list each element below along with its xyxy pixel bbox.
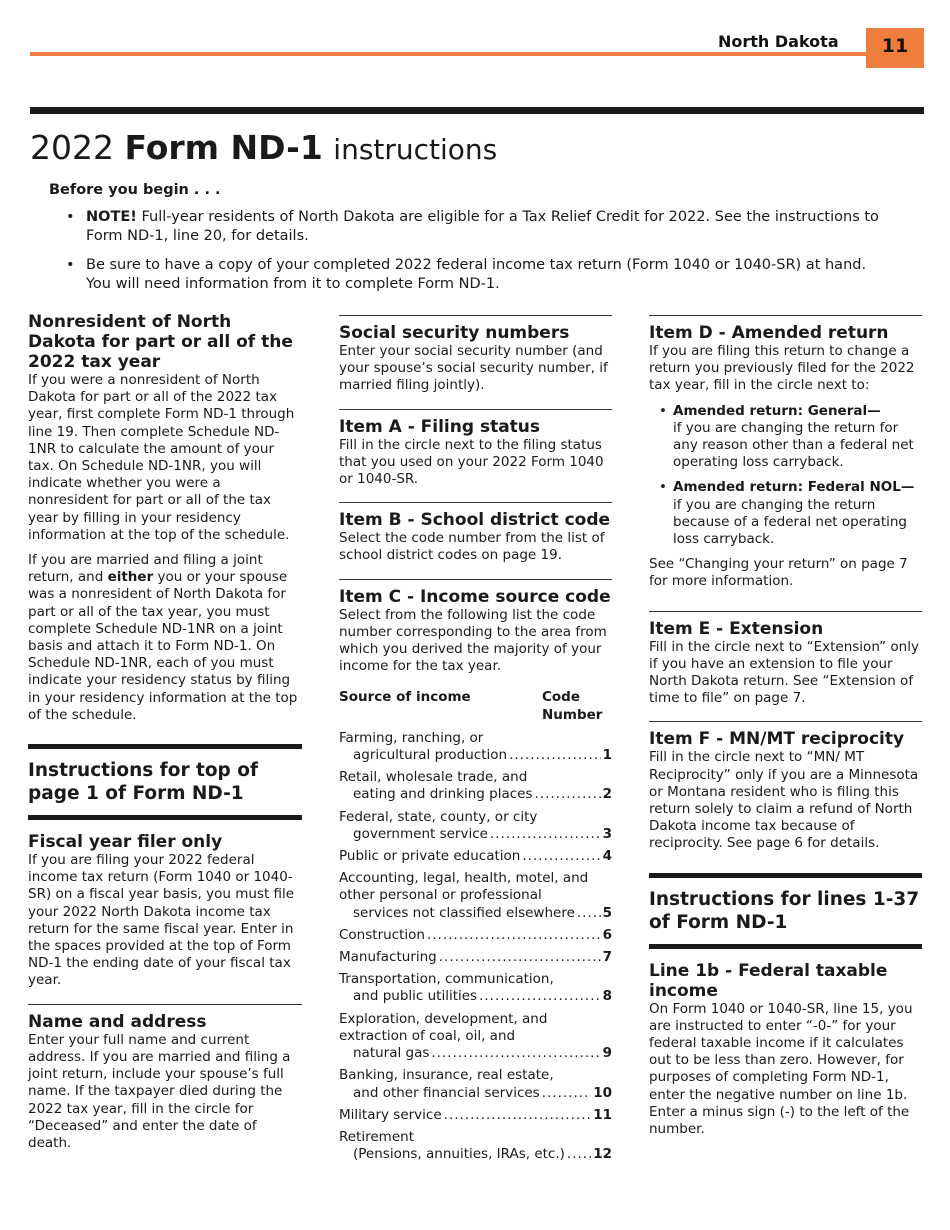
income-row-first-line: Retail, wholesale trade, and [339, 769, 528, 786]
nonresident-text-2 [28, 552, 302, 724]
item-b-text: Select the code number from the list of school district codes on page 19. [339, 530, 605, 564]
income-rows [339, 730, 612, 1163]
income-row [339, 1011, 612, 1063]
income-row-entry [339, 1045, 612, 1062]
income-row-entry [339, 1107, 612, 1124]
state-label: North Dakota [718, 32, 839, 51]
line-1b-heading: Line 1b - Federal taxable income [649, 960, 888, 1001]
dot-leader [444, 1107, 592, 1124]
income-row-entry [339, 949, 612, 966]
title-year: 2022 [30, 128, 114, 167]
name-section [28, 1004, 302, 1152]
income-row [339, 1129, 612, 1163]
income-source-label: eating and drinking places [353, 786, 533, 803]
amended-options [649, 403, 922, 549]
income-row-entry [339, 927, 612, 944]
nonresident-text-2a: If you are married and filing a joint return, and [28, 552, 263, 586]
item-b-heading: Item B - School district code [339, 510, 611, 531]
income-table-header [339, 689, 612, 723]
income-code-table [339, 689, 612, 1163]
income-row [339, 870, 612, 922]
top-section [28, 744, 302, 805]
column-right [649, 312, 922, 1138]
nonresident-heading: Nonresident of North Dakota for part or all of the 2022 tax year [28, 312, 293, 372]
income-row [339, 848, 612, 865]
income-row-first-line: Federal, state, county, or city [339, 808, 538, 825]
amended-nol-item [649, 479, 922, 548]
income-source-label: government service [353, 825, 488, 842]
title-form: Form ND-1 [124, 128, 323, 167]
item-b-section [339, 502, 612, 564]
item-e-heading: Item E - Extension [649, 618, 824, 639]
income-code-number: 11 [593, 1106, 612, 1123]
intro-copy-item: • Be sure to have a copy of your completed 2022 federal income tax return (Form 1040 or 1040-SR) at hand. You will need information from it to complete Form ND-1. [66, 256, 886, 294]
note-text: Full-year residents of North Dakota are eligible for a Tax Relief Credit for 2022. See the instructions to Form ND-1, line 20, for details. [86, 209, 879, 244]
item-d-text: If you are filing this return to change a return you previously filed for the 2022 tax year, fill in the circle next to: [649, 343, 915, 394]
dot-leader [577, 905, 601, 922]
income-row [339, 1067, 612, 1101]
item-a-heading: Item A - Filing status [339, 416, 541, 437]
fiscal-heading: Fiscal year filer only [28, 832, 223, 853]
fiscal-section [28, 815, 302, 990]
income-row [339, 730, 612, 764]
income-source-label: Manufacturing [339, 949, 437, 966]
ssn-text: Enter your social security number (and your spouse’s social security number, if married filing jointly). [339, 343, 608, 394]
item-c-section [339, 579, 612, 1164]
income-row-entry [339, 1085, 612, 1102]
item-e-section [649, 611, 922, 708]
intro-bullets [66, 208, 886, 304]
item-d-heading: Item D - Amended return [649, 323, 889, 343]
ssn-section [339, 315, 612, 395]
amended-nol-label: Amended return: Federal NOL— [673, 479, 915, 496]
nonresident-text-2b: you or your spouse was a nonresident of North Dakota for part or all of the tax year, you must complete Schedule ND-1NR on a joint basis and attach it to Form ND-1. On Schedule ND-1NR, each of you must indicate your residency status by filing in your residency information at the top of the schedule. [28, 569, 298, 723]
item-c-text: Select from the following list the code number corresponding to the area from which you derived the majority of your income for the tax year. [339, 606, 607, 675]
income-code-number: 12 [593, 1146, 612, 1163]
income-row-first-line: Farming, ranching, or [339, 729, 484, 746]
dot-leader [479, 988, 601, 1005]
dot-leader [522, 848, 600, 865]
income-row-entry [339, 747, 612, 764]
before-you-begin: Before you begin . . . [49, 182, 221, 198]
top-instructions-heading: Instructions for top of page 1 of Form ND-1 [28, 760, 259, 805]
income-row-entry [339, 826, 612, 843]
amended-general-text: if you are changing the return for any reason other than a federal net operating loss carryback. [673, 419, 914, 471]
lines-heading: Instructions for lines 1-37 of Form ND-1 [649, 888, 920, 933]
title-rule [30, 107, 924, 114]
page-title [30, 128, 497, 167]
dot-leader [490, 826, 601, 843]
amended-general-label: Amended return: General— [673, 402, 881, 419]
income-row-entry [339, 848, 612, 865]
dot-leader [509, 747, 601, 764]
income-source-label: Public or private education [339, 848, 521, 865]
dot-leader [431, 1045, 600, 1062]
income-code-number: 6 [602, 926, 612, 943]
income-row [339, 769, 612, 803]
income-code-number: 2 [602, 786, 612, 803]
income-row-entry [339, 786, 612, 803]
line-1b-section [649, 944, 922, 1139]
income-row-first-line: Transportation, communication, [339, 971, 554, 988]
income-source-label: (Pensions, annuities, IRAs, etc.) [353, 1146, 565, 1163]
income-row-first-line: Exploration, development, and extraction of coal, oil, and [339, 1010, 548, 1044]
income-row-entry [339, 1146, 612, 1163]
income-row [339, 927, 612, 944]
intro-note-item [66, 208, 886, 246]
item-d-section [649, 315, 922, 591]
income-code-number: 1 [602, 747, 612, 764]
item-c-heading: Item C - Income source code [339, 586, 611, 607]
income-source-label: Military service [339, 1106, 442, 1123]
dot-leader [567, 1146, 591, 1163]
nonresident-either: either [107, 569, 154, 586]
income-row-first-line: Accounting, legal, health, motel, and other personal or professional [339, 870, 589, 904]
page-number-badge: 11 [866, 28, 924, 68]
code-column-header: Code Number [542, 689, 603, 723]
income-row-first-line: Retirement [339, 1128, 414, 1145]
income-row-first-line: Banking, insurance, real estate, [339, 1067, 554, 1084]
column-left [28, 312, 302, 1152]
item-d-see-text: See “Changing your return” on page 7 for more information. [649, 556, 908, 590]
source-column-header: Source of income [339, 689, 471, 706]
amended-general-item [649, 403, 922, 472]
income-source-label: and public utilities [353, 988, 478, 1005]
lines-section [649, 873, 922, 934]
name-text: Enter your full name and current address. If you are married and filing a joint return, include your spouse’s full name. If the taxpayer died during the 2022 tax year, fill in the circle for “Deceased” and enter the date of death. [28, 1031, 291, 1151]
income-source-label: and other financial services [353, 1084, 540, 1101]
item-e-text: Fill in the circle next to “Extension” only if you have an extension to file your North Dakota return. See “Extension of time to file” on page 7. [649, 638, 919, 707]
income-row [339, 971, 612, 1005]
dot-leader [542, 1085, 591, 1102]
item-a-section [339, 409, 612, 489]
income-source-label: services not classified elsewhere [353, 904, 575, 921]
nonresident-text-1: If you were a nonresident of North Dakota for part or all of the 2022 tax year, first complete Form ND-1 through line 19. Then complete Schedule ND-1NR to calculate the amount of your tax. On Schedule ND-1NR, you will indicate whether you were a nonresident for part or all of the tax year by filling in your residency information at the top of the schedule. [28, 372, 295, 543]
fiscal-text: If you are filing your 2022 federal income tax return (Form 1040 or 1040-SR) on a fiscal year basis, you must file your 2022 North Dakota income tax return for the same fiscal year. Enter in the spaces provided at the top of Form ND-1 the ending date of your fiscal tax year. [28, 852, 295, 989]
income-source-label: Construction [339, 926, 425, 943]
item-f-section [649, 721, 922, 852]
item-a-text: Fill in the circle next to the filing status that you used on your 2022 Form 1040 or 1040-SR. [339, 436, 604, 488]
income-code-number: 10 [593, 1084, 612, 1101]
dot-leader [535, 786, 601, 803]
income-code-number: 9 [602, 1045, 612, 1062]
income-code-number: 4 [602, 848, 612, 865]
income-row-entry [339, 988, 612, 1005]
income-row-entry [339, 905, 612, 922]
income-source-label: agricultural production [353, 747, 508, 764]
income-row [339, 949, 612, 966]
title-rest: instructions [333, 133, 498, 166]
column-middle [339, 312, 612, 1168]
note-label: NOTE! [86, 209, 137, 225]
income-code-number: 7 [602, 949, 612, 966]
line-1b-text: On Form 1040 or 1040-SR, line 15, you are instructed to enter “-0-” for your federal taxable income if it calculates out to be less than zero. However, for purposes of completing Form ND-1, enter the negative number on line 1b. Enter a minus sign (-) to the left of the number. [649, 1000, 913, 1138]
ssn-heading: Social security numbers [339, 323, 570, 343]
income-row [339, 1107, 612, 1124]
item-f-heading: Item F - MN/MT reciprocity [649, 729, 905, 750]
income-code-number: 3 [602, 825, 612, 842]
item-f-text: Fill in the circle next to “MN/ MT Reciprocity” only if you are a Minnesota or Montana resident who is filing this return solely to claim a refund of North Dakota income tax because of reciprocity. See page 6 for details. [649, 749, 919, 852]
income-code-number: 5 [602, 904, 612, 921]
income-row [339, 809, 612, 843]
income-code-number: 8 [602, 988, 612, 1005]
name-heading: Name and address [28, 1011, 207, 1032]
income-source-label: natural gas [353, 1045, 430, 1062]
dot-leader [427, 927, 601, 944]
header-rule [30, 52, 870, 56]
amended-nol-text: if you are changing the return because of a federal net operating loss carryback. [673, 496, 907, 548]
dot-leader [439, 949, 601, 966]
